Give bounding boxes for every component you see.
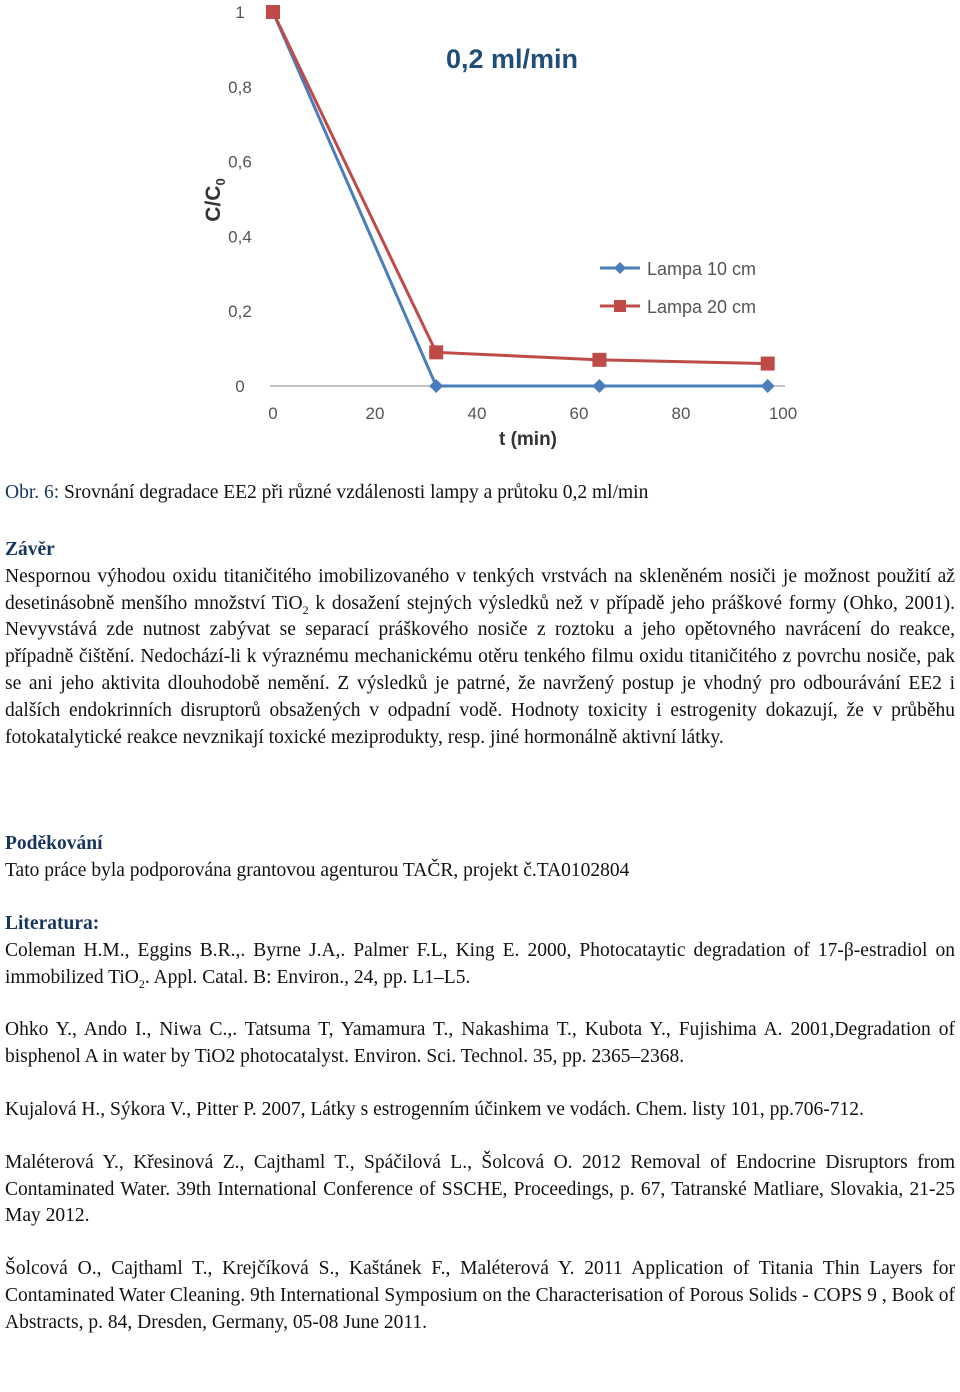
reference-item: Maléterová Y., Křesinová Z., Cajthaml T., Spáčilová L., Šolcová O. 2012 Removal of Endocrine Disruptors from Contaminated Water. 39th International Conference of SSCHE, Proceedings, p. 67, Tatranské Matliare, Slovakia, 21-25 May 2012. [5,1151,955,1227]
y-tick-label: 0,2 [228,302,252,322]
references-section [5,911,955,1363]
reference-item: Ohko Y., Ando I., Niwa C.,. Tatsuma T, Yamamura T., Nakashima T., Kubota Y., Fujishima A. 2001,Degradation of bisphenol A in water by TiO2 photocatalyst. Environ. Sci. Technol. 35, pp. 2365–2368. [5,1019,955,1068]
x-tick-label: 100 [768,404,798,423]
acknowledgement-text: Tato práce byla podporována grantovou agenturou TAČR, projekt č.TA0102804 [5,859,630,881]
data-point-lampa-10 [761,379,775,393]
degradation-chart [0,0,960,470]
y-tick-label: 0,8 [228,77,252,97]
x-tick-label: 40 [467,404,487,423]
legend-label-lampa-10: Lampa 10 cm [647,259,757,279]
x-tick-label: 20 [365,404,385,423]
y-tick-label: 1 [235,3,245,22]
chart-title: 0,2 ml/min [445,44,579,74]
reference-item: Coleman H.M., Eggins B.R.,. Byrne J.A,. Palmer F.L, King E. 2000, Photocataytic degradation of 17-β-estradiol on immobilized TiO$_2$. Appl. Catal. B: Environ., 24, pp. L1–L5. [5,939,955,991]
conclusion-section [5,537,955,751]
x-axis-label: t (min) [498,429,558,450]
x-tick-label: 0 [268,404,278,423]
legend-marker-lampa-20 [614,300,626,312]
x-tick-label: 60 [569,404,589,423]
figure-caption-lead: Obr. 6: [5,482,60,503]
figure-caption-text: Srovnání degradace EE2 při různé vzdálenosti lampy a průtoku 0,2 ml/min [59,482,649,503]
references-heading: Literatura: [5,913,100,934]
conclusion-heading: Závěr [5,539,55,560]
data-point-lampa-10 [429,379,443,393]
acknowledgement-section [5,831,955,885]
legend [600,259,756,317]
acknowledgement-heading: Poděkování [5,833,103,854]
conclusion-paragraph: Nespornou výhodou oxidu titaničitého imobilizovaného v tenkých vrstvách na skleněném nosiči je možnost použití až desetinásobně menšího množství TiO$_2$ k dosažení stejných výsledků než v případě jeho práškové formy (Ohko, 2001). Nevyvstává zde nutnost zabývat se separací práškového nosiče z roztoku a jeho opětovného navrácení do reakce, případně čištění. Nedochází-li k výraznému mechanickému otěru tenkého filmu oxidu titaničitého z povrchu nosiče, pak se ani jeho aktivita dlouhodobě nemění. Z výsledků je patrné, že navržený postup je vhodný pro odbourávání EE2 i dalších endokrinních disruptorů obsažených v odpadní vodě. Hodnoty toxicity i estrogenity dokazují, že v průběhu fotokatalytické reakce nevznikají toxické meziprodukty, resp. jiné hormonálně aktivní látky. [5,565,955,748]
figure-caption [5,482,648,504]
reference-item: Kujalová H., Sýkora V., Pitter P. 2007, Látky s estrogenním účinkem ve vodách. Chem. listy 101, pp.706-712. [5,1098,864,1120]
x-tick-label: 80 [671,404,691,423]
data-point-lampa-20 [761,357,775,371]
data-point-lampa-10 [592,379,606,393]
data-point-lampa-20 [266,5,280,19]
y-tick-label: 0,6 [228,152,252,172]
data-point-lampa-20 [592,353,606,367]
legend-label-lampa-20: Lampa 20 cm [647,297,757,317]
data-point-lampa-20 [429,345,443,359]
y-tick-label: 0 [235,377,245,396]
y-axis-label: $C/C_0$ [202,178,228,222]
reference-item: Šolcová O., Cajthaml T., Krejčíková S., Kaštánek F., Maléterová Y. 2011 Application of Titania Thin Layers for Contaminated Water Cleaning. 9th International Symposium on the Characterisation of Porous Solids - COPS 9 , Book of Abstracts, p. 84, Dresden, Germany, 05-08 June 2011. [5,1258,955,1333]
legend-marker-lampa-10 [614,262,626,274]
y-tick-label: 0,4 [228,227,252,247]
